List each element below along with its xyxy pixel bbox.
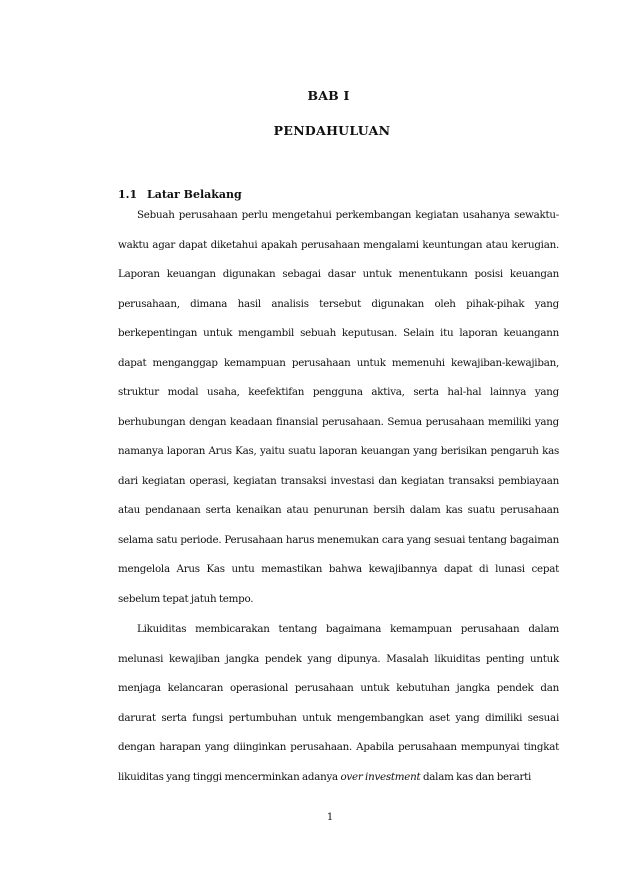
italic-term: over investment (340, 770, 421, 783)
chapter-number: BAB I (307, 88, 350, 103)
paragraph-latar-belakang: Sebuah perusahaan perlu mengetahui perkembangan kegiatan usahanya sewaktu-waktu agar dapat diketahui apakah perusahaan mengalami keuntungan atau kerugian. Laporan keuangan digunakan sebagai dasar untuk menentukann posisi keuangan perusahaan, dimana hasil analisis tersebut digunakan oleh pihak-pihak yang berkepentingan untuk mengambil sebuah keputusan. Selain itu laporan keuangann dapat menganggap kemampuan perusahaan untuk memenuhi kewajiban-kewajiban, struktur modal usaha, keefektifan pengguna aktiva, serta hal-hal lainnya yang berhubungan dengan keadaan finansial perusahaan. Semua perusahaan memiliki yang namanya laporan Arus Kas, yaitu suatu laporan keuangan yang berisikan pengaruh kas dari kegiatan operasi, kegiatan transaksi investasi dan kegiatan transaksi pembiayaan atau pendanaan serta kenaikan atau penurunan bersih dalam kas suatu perusahaan selama satu periode. Perusahaan harus menemukan cara yang sesuai tentang bagaiman mengelola Arus Kas untu memastikan bahwa kewajibannya dapat di lunasi cepat sebelum tepat jatuh tempo. (118, 209, 559, 605)
section-number: 1.1 (118, 188, 138, 201)
page-number: 1 (326, 812, 334, 823)
paragraph-likuiditas-tail: dalam kas dan berarti (420, 770, 532, 783)
paragraph-likuiditas-text: Likuiditas membicarakan tentang bagaimana kemampuan perusahaan dalam melunasi kewajiban jangka pendek yang dipunya. Masalah likuiditas penting untuk menjaga kelancaran operasional perusahaan untuk kebutuhan jangka pendek dan darurat serta fungsi pertumbuhan untuk mengembangkan aset yang dimiliki sesuai dengan harapan yang diinginkan perusahaan. Apabila perusahaan mempunyai tingkat likuiditas yang tinggi mencerminkan adanya (118, 623, 559, 783)
section-heading (118, 188, 242, 201)
section-title: Latar Belakang (146, 188, 242, 201)
paragraph-likuiditas (118, 615, 559, 792)
chapter-title: PENDAHULUAN (273, 123, 391, 138)
